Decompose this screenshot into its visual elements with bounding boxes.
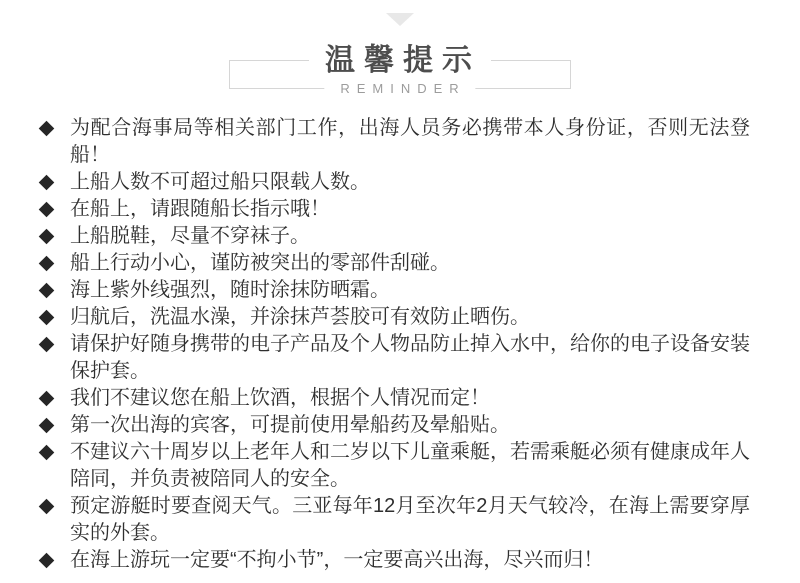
list-item bbox=[38, 304, 750, 331]
list-item bbox=[38, 412, 750, 439]
reminder-text: 归航后，洗温水澡，并涂抹芦荟胶可有效防止晒伤。 bbox=[70, 306, 530, 328]
page-subtitle: REMINDER bbox=[324, 80, 475, 97]
list-item bbox=[38, 250, 750, 277]
list-item bbox=[38, 196, 750, 223]
reminder-text: 海上紫外线强烈，随时涂抹防晒霜。 bbox=[70, 279, 390, 301]
diamond-bullet-icon bbox=[39, 121, 55, 137]
diamond-bullet-icon bbox=[39, 283, 55, 299]
diamond-bullet-icon bbox=[39, 418, 55, 434]
diamond-bullet-icon bbox=[39, 499, 55, 515]
list-item bbox=[38, 385, 750, 412]
reminder-text: 船上行动小心，谨防被突出的零部件刮碰。 bbox=[70, 252, 450, 274]
diamond-bullet-icon bbox=[39, 229, 55, 245]
list-item bbox=[38, 331, 750, 385]
list-item bbox=[38, 115, 750, 169]
reminder-list bbox=[38, 115, 750, 574]
list-item bbox=[38, 493, 750, 547]
reminder-text: 我们不建议您在船上饮酒，根据个人情况而定！ bbox=[70, 387, 490, 409]
chevron-down-icon bbox=[386, 13, 414, 26]
diamond-bullet-icon bbox=[39, 310, 55, 326]
diamond-bullet-icon bbox=[39, 391, 55, 407]
reminder-text: 在船上，请跟随船长指示哦！ bbox=[70, 198, 330, 220]
reminder-text: 请保护好随身携带的电子产品及个人物品防止掉入水中，给你的电子设备安装保护套。 bbox=[70, 333, 750, 382]
reminder-text: 第一次出海的宾客，可提前使用晕船药及晕船贴。 bbox=[70, 414, 510, 436]
reminder-text: 不建议六十周岁以上老年人和二岁以下儿童乘艇，若需乘艇必须有健康成年人陪同，并负责被陪同人的安全。 bbox=[70, 441, 750, 490]
reminder-header-frame bbox=[229, 44, 571, 96]
list-item bbox=[38, 547, 750, 574]
list-item bbox=[38, 439, 750, 493]
diamond-bullet-icon bbox=[39, 175, 55, 191]
list-item bbox=[38, 223, 750, 250]
diamond-bullet-icon bbox=[39, 202, 55, 218]
diamond-bullet-icon bbox=[39, 553, 55, 569]
list-item bbox=[38, 277, 750, 304]
reminder-text: 预定游艇时要查阅天气。三亚每年12月至次年2月天气较冷，在海上需要穿厚实的外套。 bbox=[70, 495, 750, 544]
reminder-text: 上船脱鞋，尽量不穿袜子。 bbox=[70, 225, 310, 247]
diamond-bullet-icon bbox=[39, 256, 55, 272]
reminder-text: 为配合海事局等相关部门工作，出海人员务必携带本人身份证，否则无法登船！ bbox=[70, 117, 750, 166]
diamond-bullet-icon bbox=[39, 337, 55, 353]
reminder-text: 在海上游玩一定要“不拘小节”，一定要高兴出海，尽兴而归！ bbox=[70, 549, 604, 571]
diamond-bullet-icon bbox=[39, 445, 55, 461]
reminder-text: 上船人数不可超过船只限载人数。 bbox=[70, 171, 370, 193]
list-item bbox=[38, 169, 750, 196]
page-title: 温馨提示 bbox=[309, 43, 491, 79]
